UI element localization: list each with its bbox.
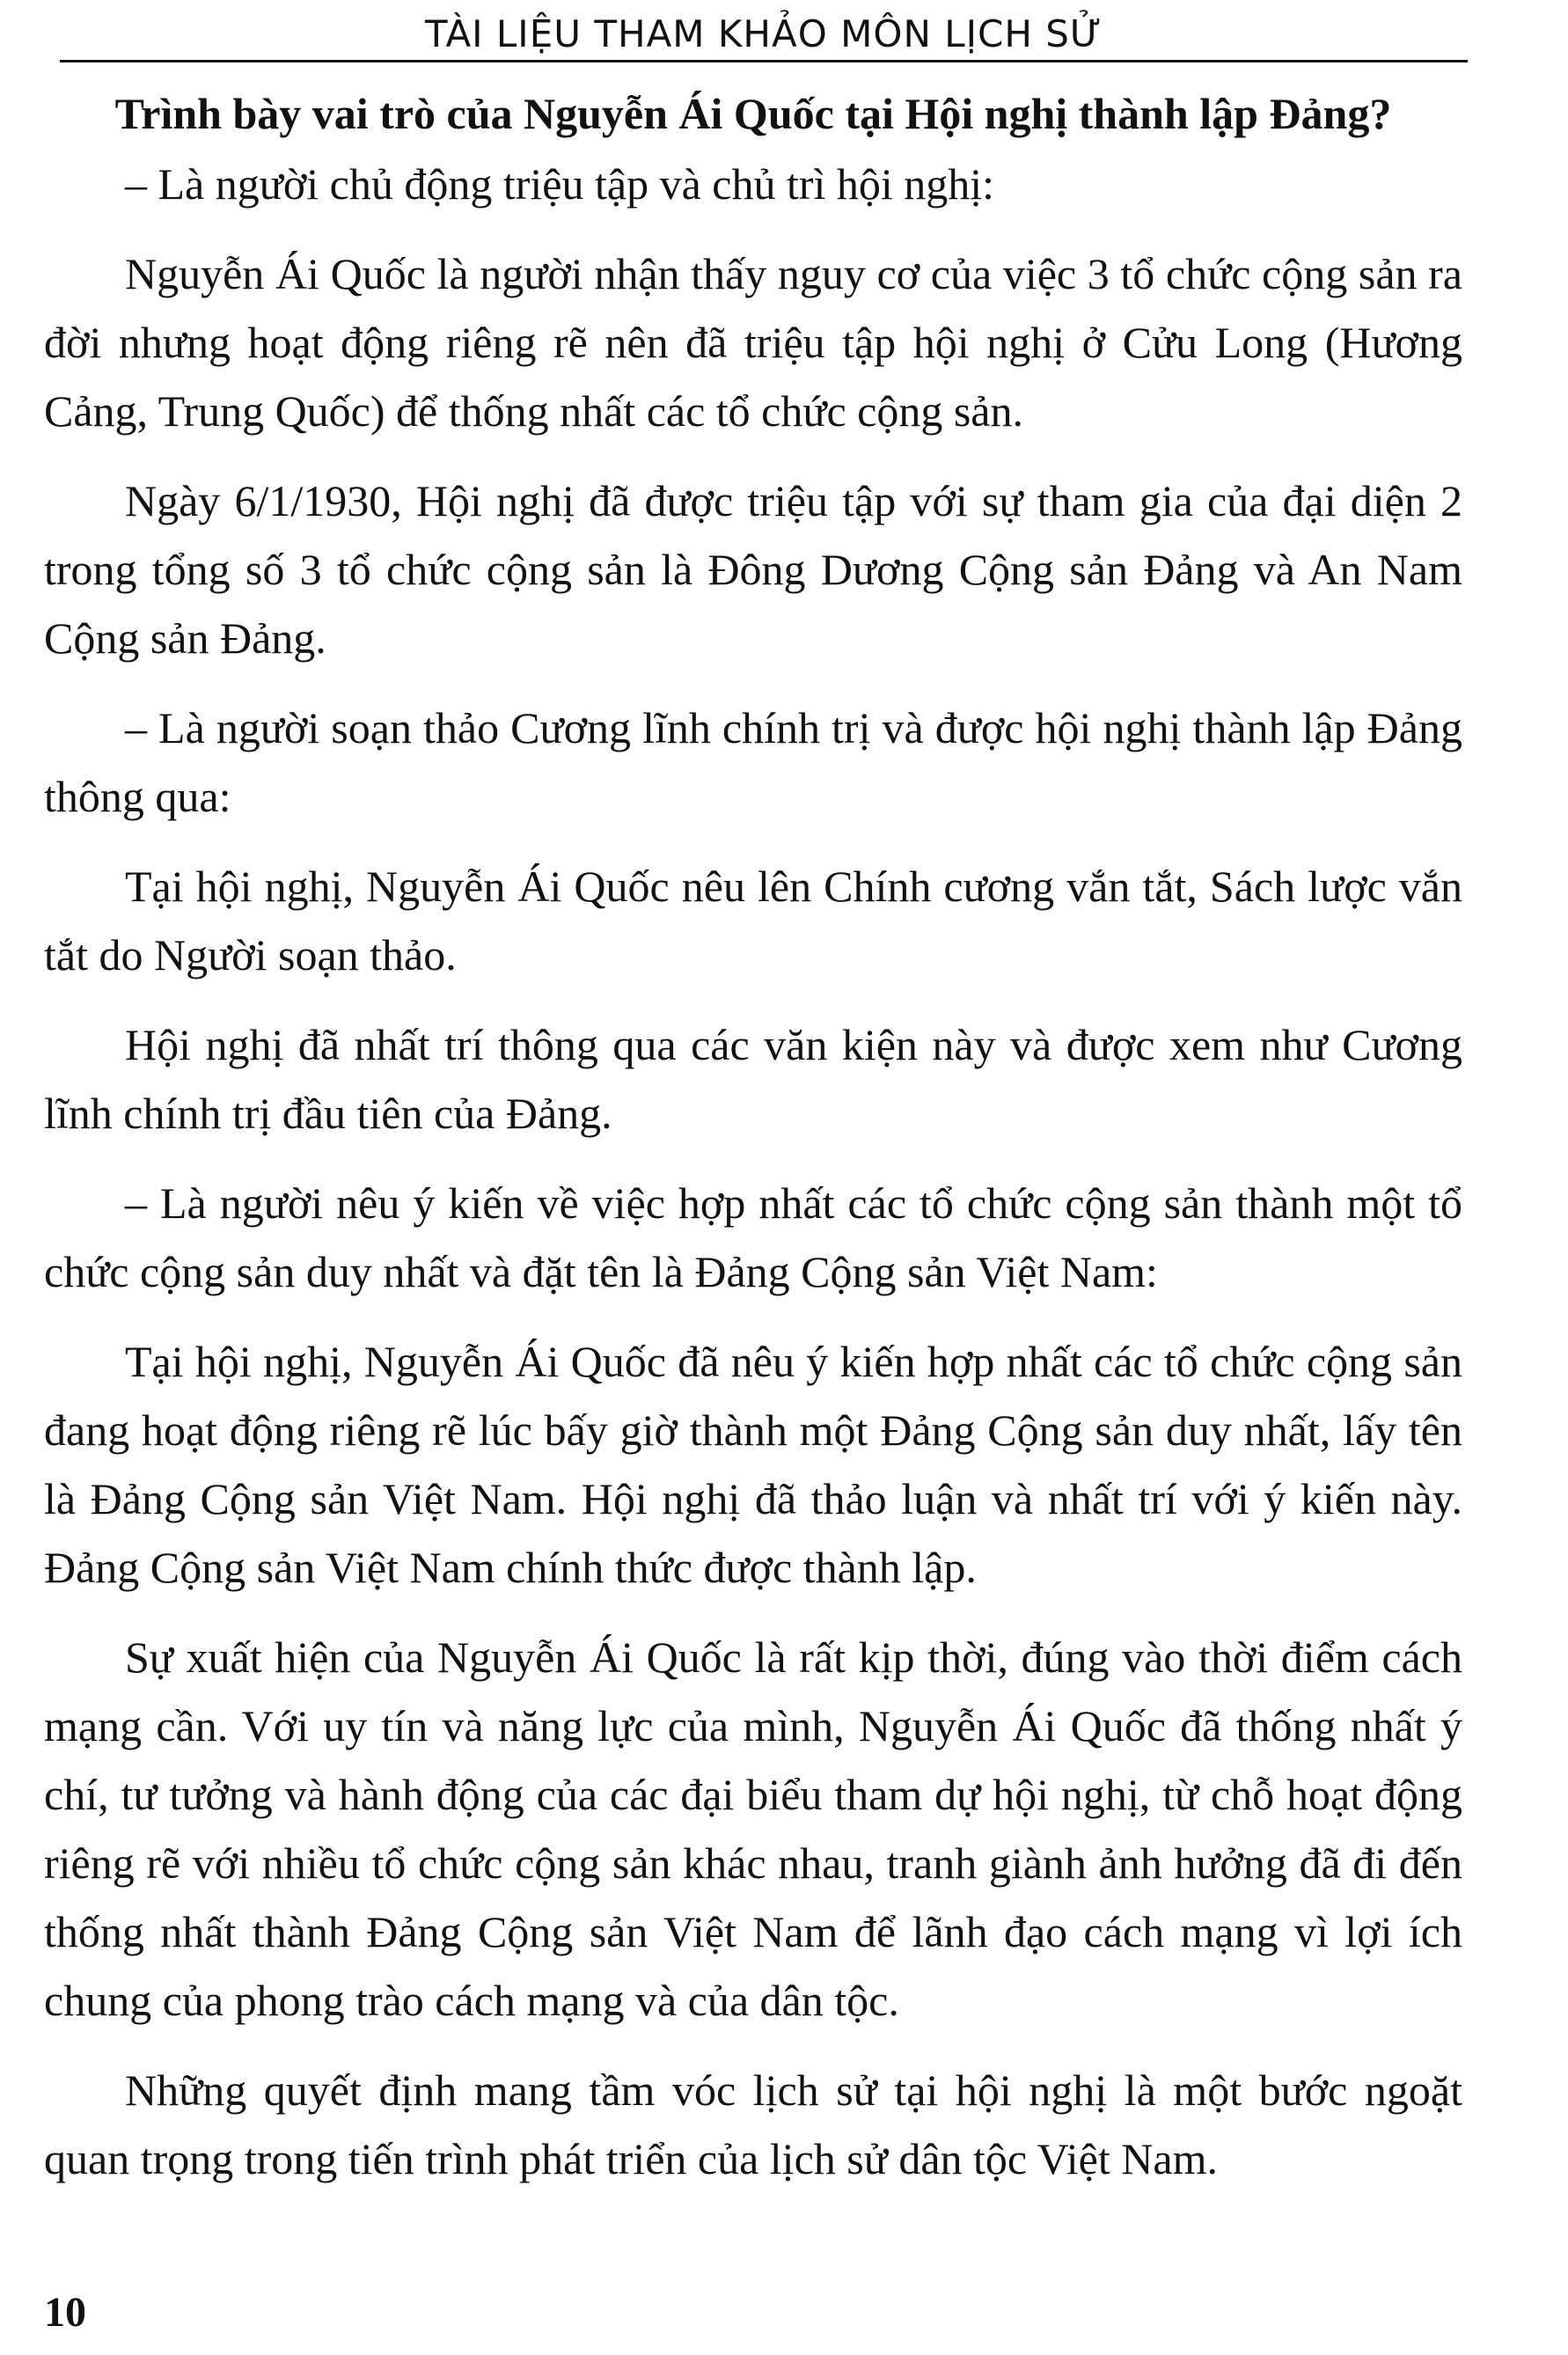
paragraph-5: Tại hội nghị, Nguyễn Ái Quốc nêu lên Chính cương vắn tắt, Sách lược vắn tắt do Người soạn thảo. <box>44 862 1462 979</box>
paragraph-8: Tại hội nghị, Nguyễn Ái Quốc đã nêu ý kiến hợp nhất các tổ chức cộng sản đang hoạt động riêng rẽ lúc bấy giờ thành một Đảng Cộng sản duy nhất, lấy tên là Đảng Cộng sản Việt Nam. Hội nghị đã thảo luận và nhất trí với ý kiến này. Đảng Cộng sản Việt Nam chính thức được thành lập. <box>44 1337 1462 1592</box>
paragraph-6: Hội nghị đã nhất trí thông qua các văn kiện này và được xem như Cương lĩnh chính trị đầu tiên của Đảng. <box>44 1020 1462 1138</box>
page-number: 10 <box>44 2289 86 2336</box>
paragraph-9: Sự xuất hiện của Nguyễn Ái Quốc là rất kịp thời, đúng vào thời điểm cách mạng cần. Với uy tín và năng lực của mình, Nguyễn Ái Quốc đã thống nhất ý chí, tư tưởng và hành động của các đại biểu tham dự hội nghị, từ chỗ hoạt động riêng rẽ với nhiều tổ chức cộng sản khác nhau, tranh giành ảnh hưởng đã đi đến thống nhất thành Đảng Cộng sản Việt Nam để lãnh đạo cách mạng vì lợi ích chung của phong trào cách mạng và của dân tộc. <box>44 1632 1462 2025</box>
page-content <box>44 79 1462 2214</box>
question-heading: Trình bày vai trò của Nguyễn Ái Quốc tại Hội nghị thành lập Đảng? <box>114 89 1392 138</box>
paragraph-10: Những quyết định mang tầm vóc lịch sử tại hội nghị là một bước ngoặt quan trọng trong tiến trình phát triển của lịch sử dân tộc Việt Nam. <box>44 2065 1462 2183</box>
running-header: TÀI LIỆU THAM KHẢO MÔN LỊCH SỬ <box>60 9 1468 62</box>
paragraph-7: – Là người nêu ý kiến về việc hợp nhất các tổ chức cộng sản thành một tổ chức cộng sản duy nhất và đặt tên là Đảng Cộng sản Việt Nam: <box>44 1178 1462 1296</box>
paragraph-2: Nguyễn Ái Quốc là người nhận thấy nguy cơ của việc 3 tổ chức cộng sản ra đời nhưng hoạt động riêng rẽ nên đã triệu tập hội nghị ở Cửu Long (Hương Cảng, Trung Quốc) để thống nhất các tổ chức cộng sản. <box>44 249 1462 436</box>
paragraph-3: Ngày 6/1/1930, Hội nghị đã được triệu tập với sự tham gia của đại diện 2 trong tổng số 3 tổ chức cộng sản là Đông Dương Cộng sản Đảng và An Nam Cộng sản Đảng. <box>44 476 1462 663</box>
paragraph-1: – Là người chủ động triệu tập và chủ trì hội nghị: <box>125 159 995 209</box>
paragraph-4: – Là người soạn thảo Cương lĩnh chính trị và được hội nghị thành lập Đảng thông qua: <box>44 703 1462 821</box>
